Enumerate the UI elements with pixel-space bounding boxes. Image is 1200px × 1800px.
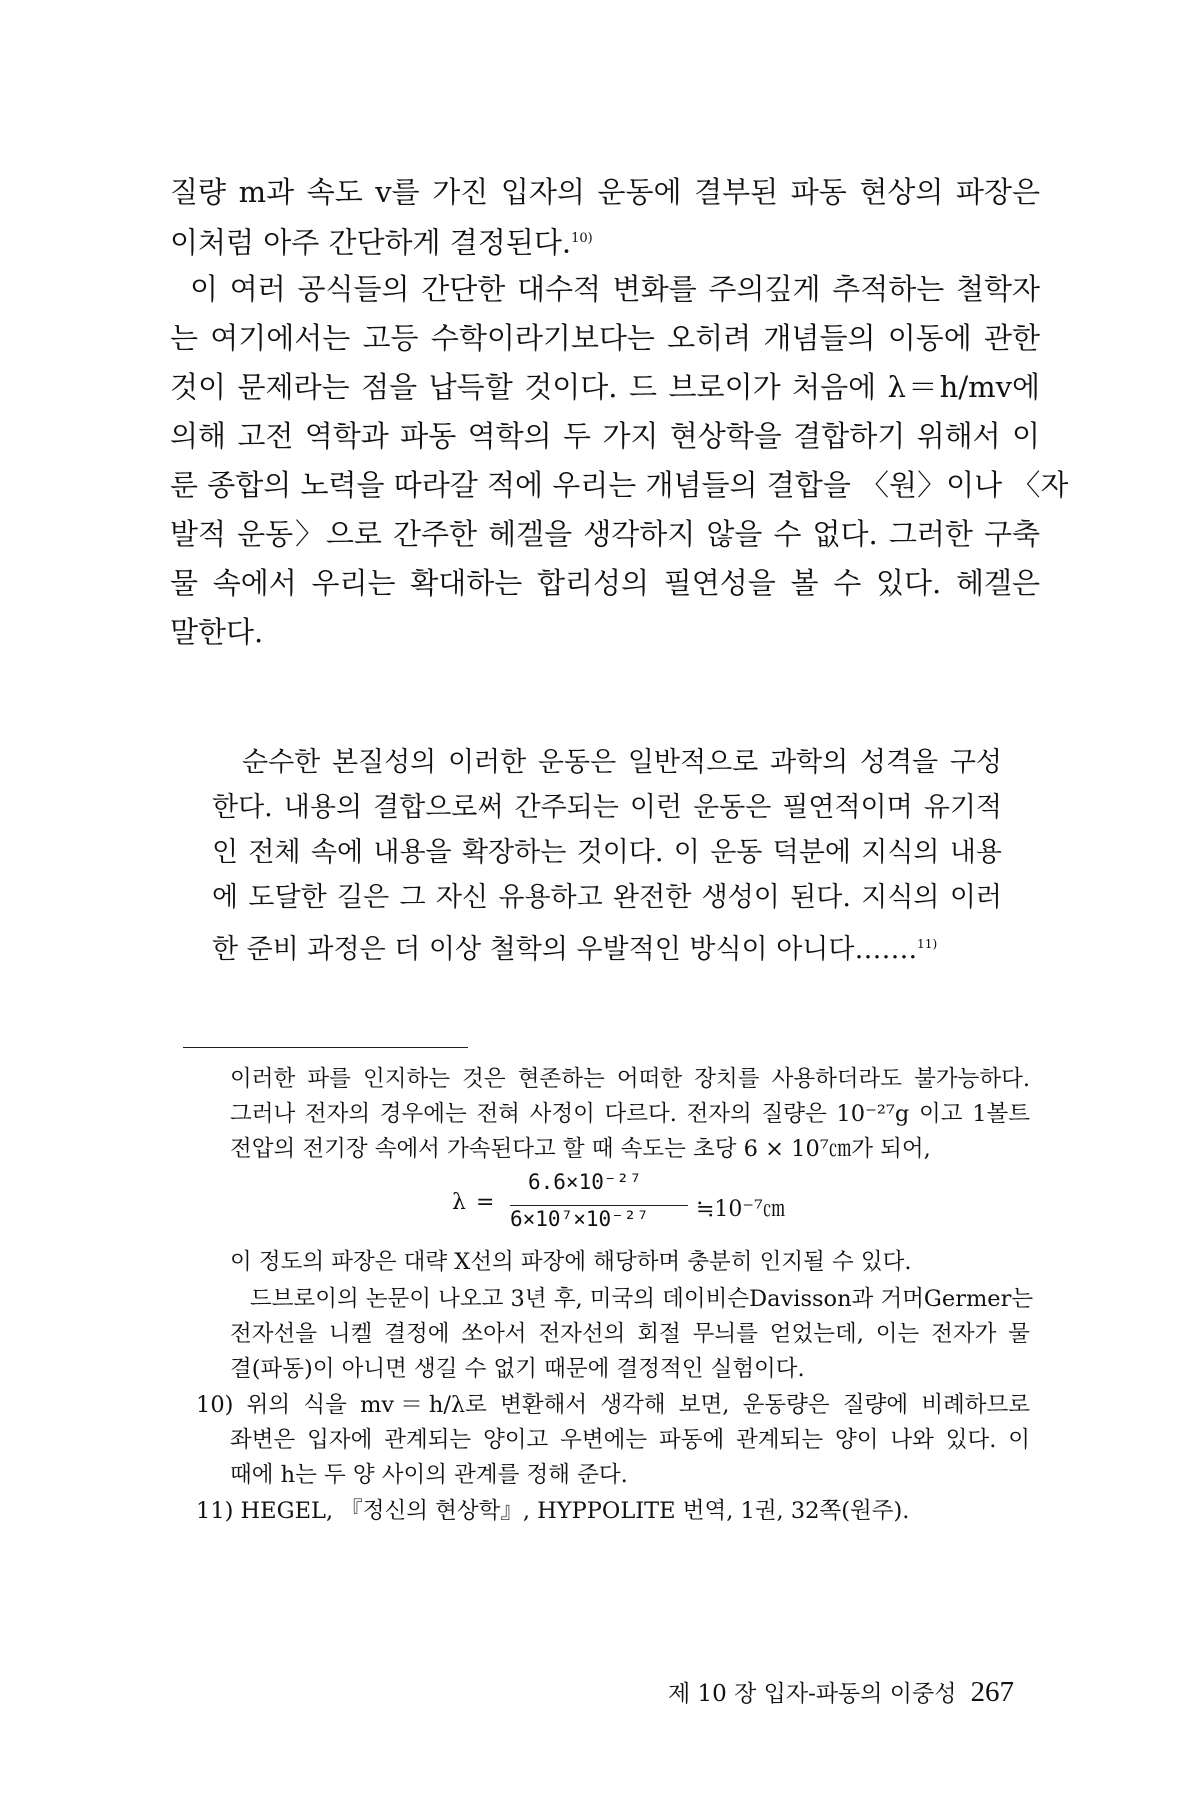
text-run: 이처럼 아주 간단하게 결정된다.	[170, 225, 572, 260]
text-line: 물 속에서 우리는 확대하는 합리성의 필연성을 볼 수 있다. 헤겔은	[170, 566, 1040, 600]
footnote-line: 이러한 파를 인지하는 것은 현존하는 어떠한 장치를 사용하더라도 불가능하다.	[230, 1066, 1030, 1092]
equals-sign: =	[476, 1190, 495, 1215]
fraction-numerator: 6.6×10⁻²⁷	[528, 1170, 642, 1194]
text-line: 는 여기에서는 고등 수학이라기보다는 오히려 개념들의 이동에 관한	[170, 321, 1040, 355]
footnote-line: 전자선을 니켈 결정에 쏘아서 전자선의 회절 무늬를 얻었는데, 이는 전자가 물	[230, 1321, 1030, 1347]
footnote-line: 좌변은 입자에 관계되는 양이고 우변에는 파동에 관계되는 양이 나와 있다. 이	[230, 1427, 1030, 1453]
text-line: 룬 종합의 노력을 따라갈 적에 우리는 개념들의 결합을 〈원〉이나 〈자	[170, 468, 1069, 502]
footnote-ref: 10)	[571, 231, 593, 246]
footnote-10: 10) 위의 식을 mv＝h/λ로 변환해서 생각해 보면, 운동량은 질량에 비례하므로	[196, 1392, 1030, 1418]
quote-text: 한 준비 과정은 더 이상 철학의 우발적인 방식이 아니다…….	[212, 934, 918, 965]
text-line: 말한다.	[170, 615, 264, 649]
lambda-symbol: λ	[452, 1190, 466, 1215]
text-line: 발적 운동〉으로 간주한 헤겔을 생각하지 않을 수 없다. 그러한 구축	[170, 517, 1040, 551]
fraction-bar	[510, 1205, 688, 1206]
quote-line: 에 도달한 길은 그 자신 유용하고 완전한 생성이 된다. 지식의 이러	[212, 882, 1002, 913]
chapter-title: 제 10 장 입자-파동의 이중성	[668, 1681, 957, 1707]
page-number: 267	[970, 1676, 1014, 1708]
text-line: 질량 m과 속도 v를 가진 입자의 운동에 결부된 파동 현상의 파장은	[170, 175, 1040, 209]
footnote-line: 드브로이의 논문이 나오고 3년 후, 미국의 데이비슨Davisson과 거머Germer는	[250, 1286, 1034, 1312]
quote-line: 인 전체 속에 내용을 확장하는 것이다. 이 운동 덕분에 지식의 내용	[212, 837, 1002, 868]
quote-line: 한다. 내용의 결합으로써 간주되는 이런 운동은 필연적이며 유기적	[212, 792, 1002, 823]
footnote-ref: 11)	[917, 937, 938, 951]
text-line	[170, 220, 1040, 262]
text-line: 것이 문제라는 점을 납득할 것이다. 드 브로이가 처음에 λ＝h/mv에	[170, 370, 1040, 404]
text-line: 이 여러 공식들의 간단한 대수적 변화를 주의깊게 추적하는 철학자	[190, 272, 1040, 306]
footnote-line: 이 정도의 파장은 대략 X선의 파장에 해당하며 충분히 인지될 수 있다.	[230, 1249, 912, 1275]
footnote-line: 전압의 전기장 속에서 가속된다고 할 때 속도는 초당 6 × 10⁷㎝가 되어,	[230, 1136, 931, 1162]
running-footer	[668, 1675, 1014, 1709]
footnote-line: 때에 h는 두 양 사이의 관계를 정해 준다.	[230, 1462, 628, 1488]
quote-line	[212, 926, 1002, 968]
footnote-separator	[183, 1047, 468, 1048]
text-line: 의해 고전 역학과 파동 역학의 두 가지 현상학을 결합하기 위해서 이	[170, 419, 1040, 453]
footnote-line: 결(파동)이 아니면 생길 수 없기 때문에 결정적인 실험이다.	[230, 1356, 805, 1382]
formula-result: ≒10⁻⁷㎝	[696, 1197, 785, 1222]
fraction-denominator: 6×10⁷×10⁻²⁷	[510, 1207, 650, 1231]
footnote-line: 그러나 전자의 경우에는 전혀 사정이 다르다. 전자의 질량은 10⁻²⁷g 이고 1볼트	[230, 1101, 1030, 1127]
quote-line: 순수한 본질성의 이러한 운동은 일반적으로 과학의 성격을 구성	[242, 747, 1002, 778]
footnote-11: 11) HEGEL, 『정신의 현상학』, HYPPOLITE 번역, 1권, 32쪽(원주).	[196, 1498, 910, 1524]
